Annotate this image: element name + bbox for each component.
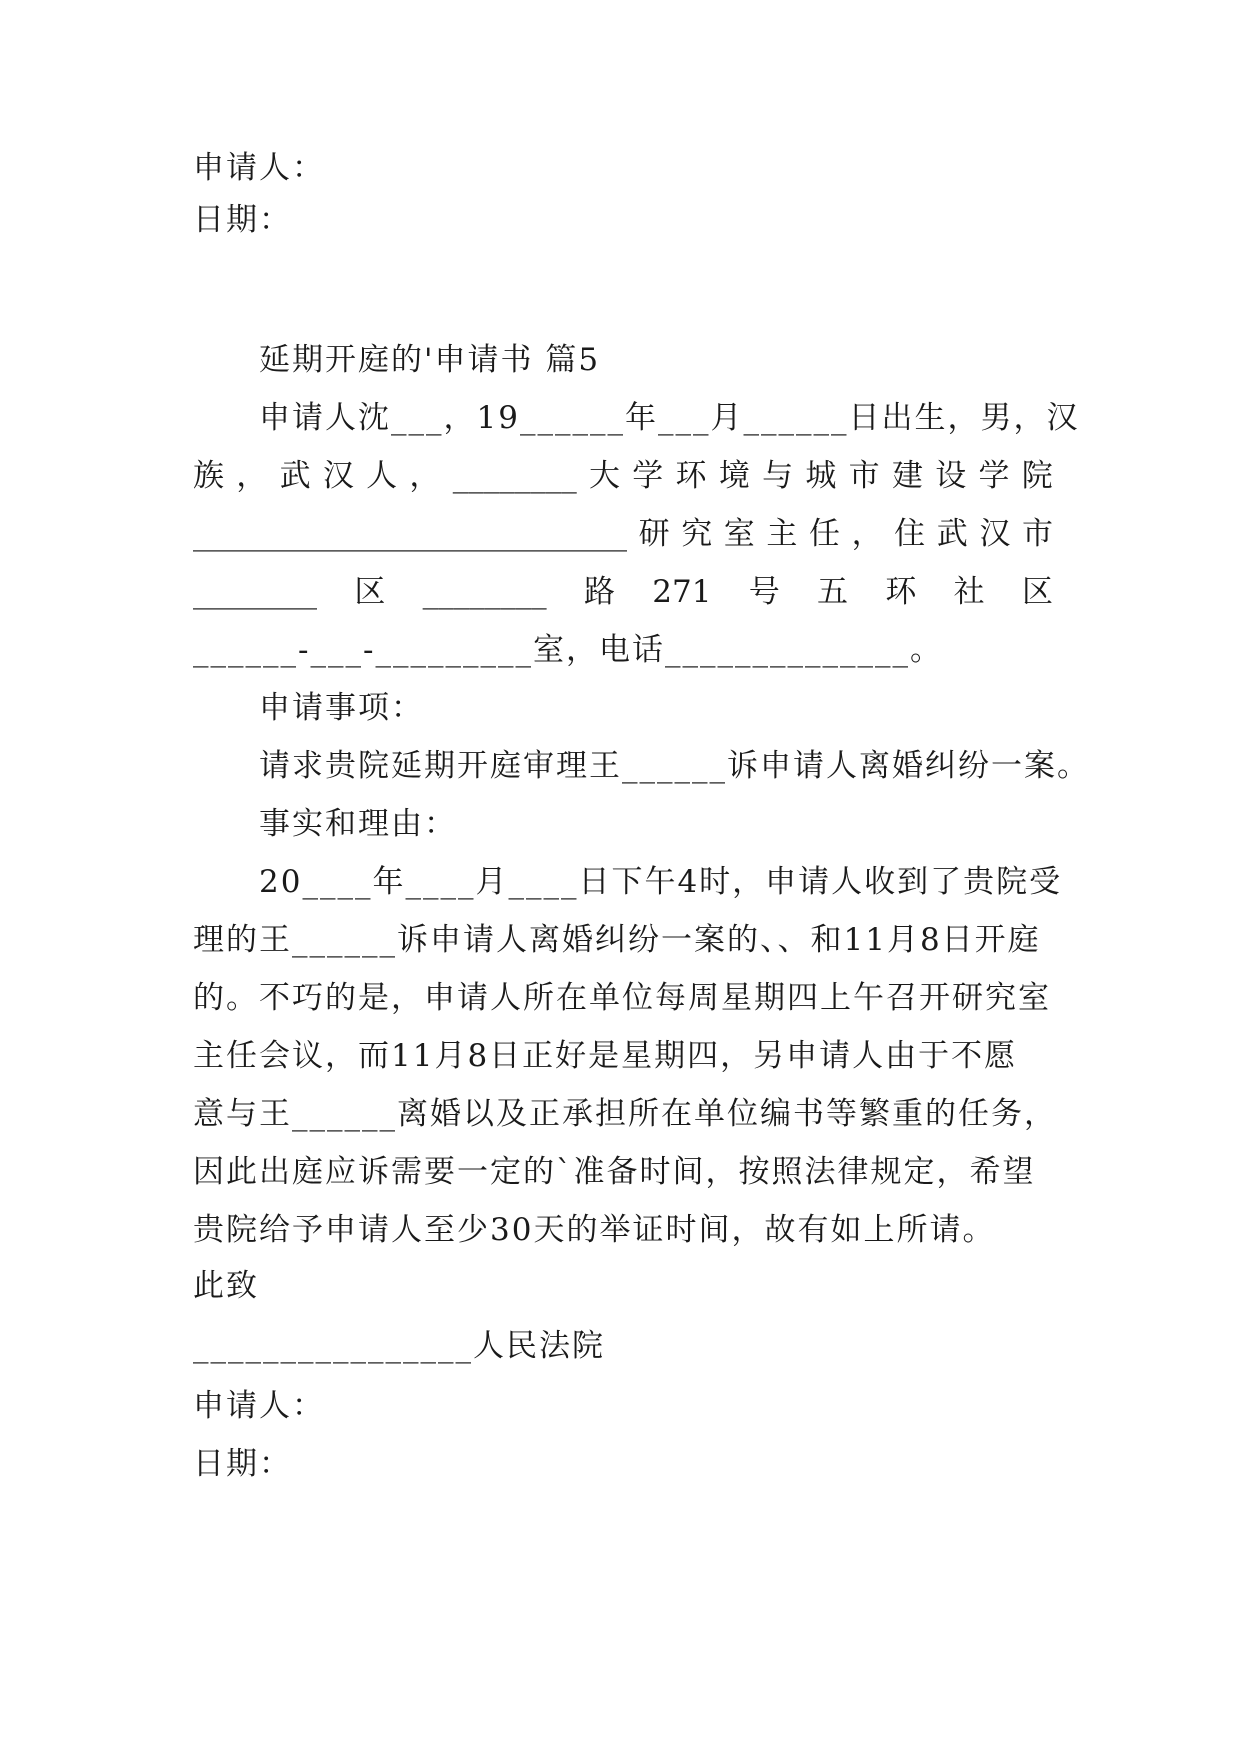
facts-heading: 事实和理由：: [259, 806, 457, 842]
facts-line-3: 的。不巧的是，申请人所在单位每周星期四上午召开研究室: [193, 980, 1051, 1016]
facts-line-1: 20____年____月____日下午4时，申请人收到了贵院受: [259, 864, 1063, 900]
top-applicant-label: 申请人：: [193, 150, 325, 186]
applicant-info-line-3: ____________________________ 研 究 室 主 任 ， 住 武 汉 市: [193, 516, 1053, 552]
matters-text: 请求贵院延期开庭审理王______诉申请人离婚纠纷一案。: [259, 748, 1090, 784]
applicant-info-line-4: ________ 区 ________ 路 271 号 五 环 社 区: [193, 574, 1053, 610]
court-name: ________________人民法院: [193, 1328, 605, 1364]
facts-line-6: 因此出庭应诉需要一定的`准备时间，按照法律规定，希望: [193, 1154, 1036, 1190]
applicant-info-line-1: 申请人沈___，19______年___月______日出生，男，汉: [259, 400, 1080, 436]
facts-line-7: 贵院给予申请人至少30天的举证时间，故有如上所请。: [193, 1212, 996, 1248]
applicant-info-line-2: 族 ， 武 汉 人 ， ________ 大 学 环 境 与 城 市 建 设 学 院: [193, 458, 1053, 494]
facts-line-4: 主任会议，而11月8日正好是星期四，另申请人由于不愿: [193, 1038, 1018, 1074]
facts-line-2: 理的王______诉申请人离婚纠纷一案的、、和11月8日开庭: [193, 922, 1041, 958]
top-date-label: 日期：: [193, 202, 292, 238]
date-signature-label: 日期：: [193, 1446, 292, 1482]
applicant-info-line-5: ______-___-_________室，电话______________。: [193, 632, 943, 668]
document-title: 延期开庭的'申请书 篇5: [259, 342, 601, 378]
closing-text: 此致: [193, 1268, 259, 1304]
matters-heading: 申请事项：: [259, 690, 424, 726]
facts-line-5: 意与王______离婚以及正承担所在单位编书等繁重的任务，: [193, 1096, 1057, 1132]
applicant-signature-label: 申请人：: [193, 1388, 325, 1424]
